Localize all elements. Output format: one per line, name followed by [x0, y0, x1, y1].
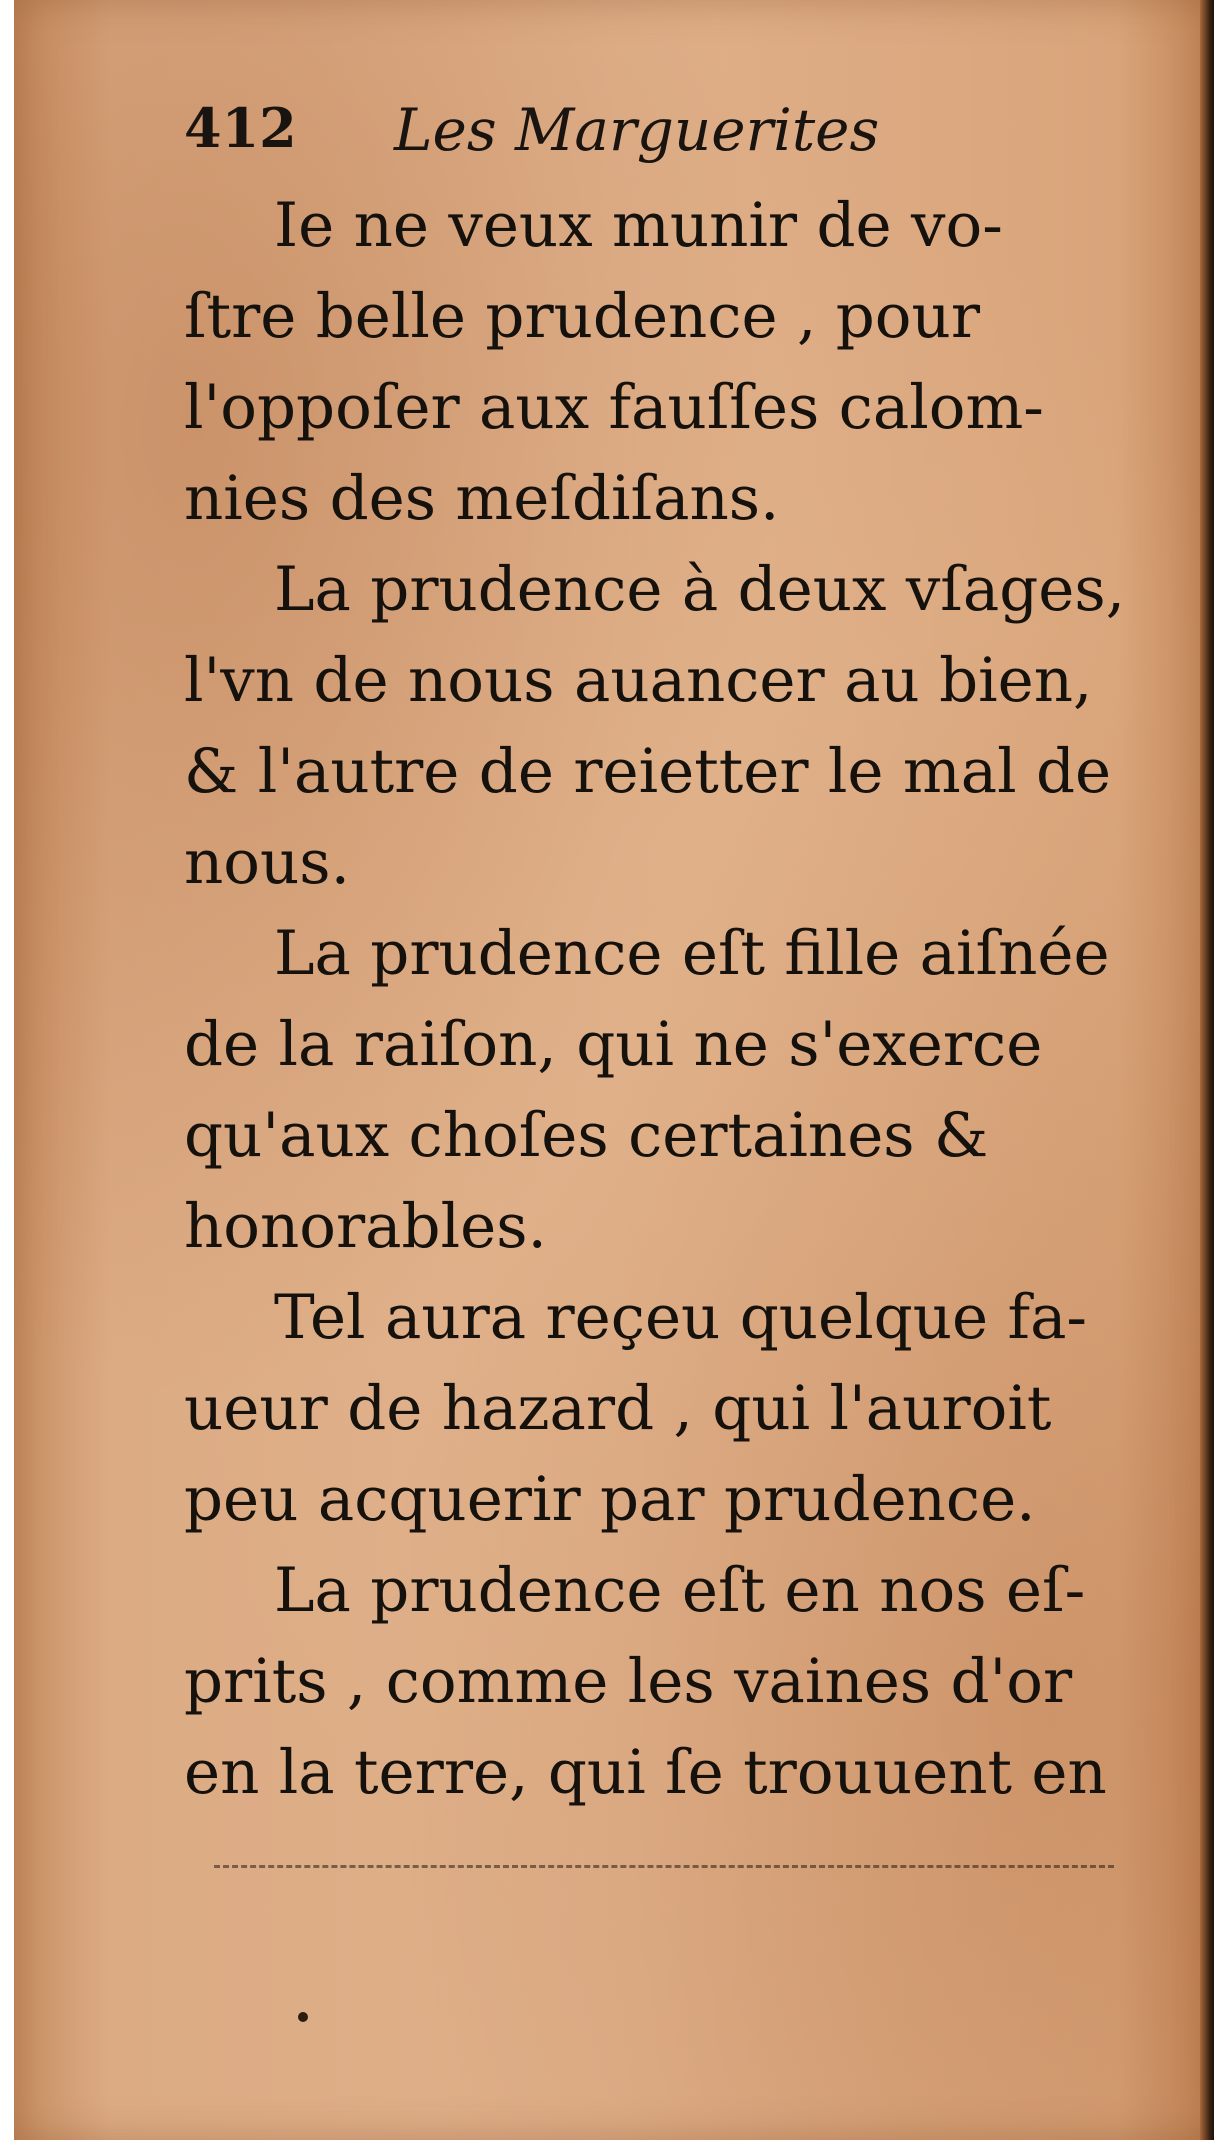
- text-line: l'vn de nous auancer au bien,: [184, 645, 1093, 716]
- text-line: ueur de hazard , qui l'auroit: [184, 1373, 1052, 1444]
- text-line: & l'autre de reietter le mal de: [184, 736, 1112, 807]
- text-line: peu acquerir par prudence.: [184, 1464, 1036, 1535]
- text-line: nies des meſdiſans.: [184, 463, 780, 534]
- text-line: qu'aux choſes certaines &: [184, 1100, 989, 1171]
- text-line: de la raiſon, qui ne s'exerce: [184, 1009, 1043, 1080]
- text-line: Ie ne veux munir de vo-: [274, 190, 1003, 261]
- body-text: [184, 180, 1124, 1818]
- text-line: La prudence à deux vſages,: [274, 554, 1126, 625]
- page-number: 412: [184, 96, 297, 160]
- text-line: en la terre, qui ſe trouuent en: [184, 1737, 1107, 1808]
- text-line: honorables.: [184, 1191, 547, 1262]
- text-line: La prudence eſt en nos eſ-: [274, 1555, 1086, 1626]
- print-rule: [214, 1865, 1114, 1868]
- text-line: Tel aura reçeu quelque fa-: [274, 1282, 1088, 1353]
- book-page: [14, 0, 1214, 2140]
- text-line: prits , comme les vaines d'or: [184, 1646, 1073, 1717]
- text-line: l'oppoſer aux fauſſes calom-: [184, 372, 1044, 443]
- page-edge-shadow: [1200, 0, 1214, 2140]
- running-title: Les Marguerites: [394, 96, 880, 164]
- text-line: La prudence eſt fille aiſnée: [274, 918, 1110, 989]
- text-line: nous.: [184, 827, 350, 898]
- ink-speck: [298, 2012, 308, 2022]
- text-line: ſtre belle prudence , pour: [184, 281, 980, 352]
